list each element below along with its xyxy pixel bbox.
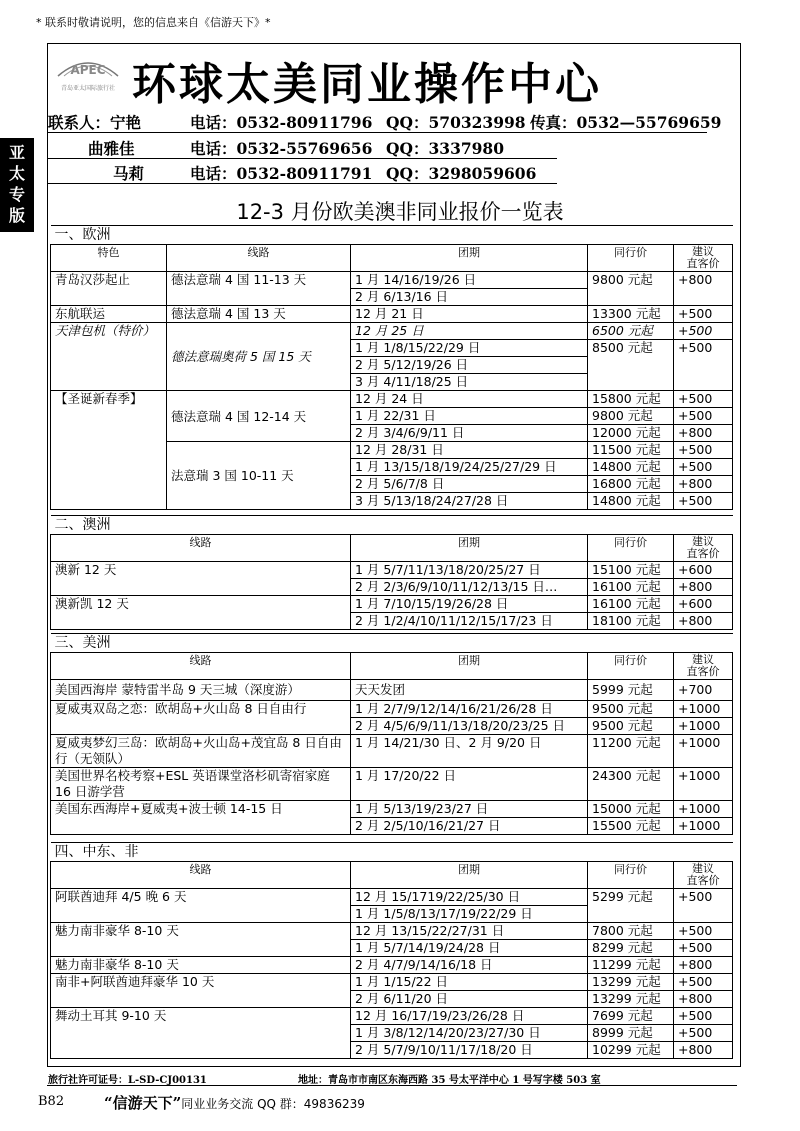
dates-cell: 2 月 2/3/6/9/10/11/12/13/15 日… xyxy=(351,579,588,596)
contact-name: 马莉 xyxy=(113,164,145,183)
route-cell: 南非+阿联酋迪拜豪华 10 天 xyxy=(51,974,351,1008)
contact-phone: 电话：0532-80911791 xyxy=(190,164,373,183)
brand-name: “信游天下” xyxy=(104,1094,182,1112)
header-route: 线路 xyxy=(51,862,351,889)
markup-cell: +800 xyxy=(674,272,733,306)
header-dates: 团期 xyxy=(351,535,588,562)
dates-cell: 2 月 5/12/19/26 日 xyxy=(351,357,588,374)
markup-cell: +1000 xyxy=(674,768,733,801)
dates-cell: 2 月 1/2/4/10/11/12/15/17/23 日 xyxy=(351,613,588,630)
america-price-table xyxy=(50,633,733,835)
route-cell: 夏威夷双岛之恋：欧胡岛+火山岛 8 日自由行 xyxy=(51,701,351,735)
table-row xyxy=(51,768,733,801)
license-number: 旅行社许可证号：L-SD-CJ00131 xyxy=(48,1075,207,1086)
route-cell: 魅力南非豪华 8-10 天 xyxy=(51,957,351,974)
header-dates: 团期 xyxy=(351,862,588,889)
price-cell: 8500 元起 xyxy=(588,340,674,391)
logo-acronym: APEC xyxy=(70,63,106,77)
price-cell: 12000 元起 xyxy=(588,425,674,442)
markup-cell: +500 xyxy=(674,408,733,425)
dates-cell: 2 月 4/5/6/9/11/13/18/20/23/25 日 xyxy=(351,718,588,735)
markup-cell: +800 xyxy=(674,476,733,493)
dates-cell: 1 月 14/16/19/26 日 xyxy=(351,272,588,289)
header-route: 线路 xyxy=(167,245,351,272)
contact-row-3 xyxy=(47,162,737,182)
price-cell: 11200 元起 xyxy=(588,735,674,768)
side-tab-char: 专 xyxy=(8,185,25,204)
markup-cell: +800 xyxy=(674,1042,733,1059)
table-row xyxy=(51,596,733,613)
contact-underline xyxy=(47,158,557,159)
dates-cell: 12 月 16/17/19/23/26/28 日 xyxy=(351,1008,588,1025)
header-suggested-price: 建议 直客价 xyxy=(674,653,733,680)
markup-cell: +500 xyxy=(674,340,733,391)
price-cell: 9500 元起 xyxy=(588,718,674,735)
section-title-middle-east-africa: 四、中东、非 xyxy=(51,843,733,862)
markup-cell: +700 xyxy=(674,680,733,701)
source-notice: * 联系时敬请说明，您的信息来自《信游天下》* xyxy=(36,16,271,29)
price-cell: 14800 元起 xyxy=(588,493,674,510)
price-cell: 9500 元起 xyxy=(588,701,674,718)
contact-row-1 xyxy=(47,111,737,131)
route-cell: 舞动土耳其 9-10 天 xyxy=(51,1008,351,1059)
dates-cell: 1 月 1/5/8/13/17/19/22/29 日 xyxy=(351,906,588,923)
dates-cell: 1 月 1/15/22 日 xyxy=(351,974,588,991)
dates-cell: 天天发团 xyxy=(351,680,588,701)
dates-cell: 2 月 6/11/20 日 xyxy=(351,991,588,1008)
side-tab-char: 版 xyxy=(8,206,25,225)
price-list-title: 12-3 月份欧美澳非同业报价一览表 xyxy=(236,200,564,224)
dates-cell: 2 月 5/7/9/10/11/17/18/20 日 xyxy=(351,1042,588,1059)
dates-cell: 1 月 5/13/19/23/27 日 xyxy=(351,801,588,818)
section-title-europe: 一、欧洲 xyxy=(51,226,733,245)
contact-qq: QQ：570323998 xyxy=(386,113,526,132)
markup-cell: +500 xyxy=(674,889,733,923)
feature-cell: 【圣诞新春季】 xyxy=(51,391,167,510)
contact-underline xyxy=(47,132,707,133)
price-cell: 11500 元起 xyxy=(588,442,674,459)
markup-cell: +500 xyxy=(674,459,733,476)
header-dates: 团期 xyxy=(351,245,588,272)
dates-cell: 2 月 3/4/6/9/11 日 xyxy=(351,425,588,442)
price-cell: 24300 元起 xyxy=(588,768,674,801)
dates-cell: 12 月 21 日 xyxy=(351,306,588,323)
price-cell: 14800 元起 xyxy=(588,459,674,476)
dates-cell: 12 月 13/15/22/27/31 日 xyxy=(351,923,588,940)
footer-divider xyxy=(47,1085,737,1086)
table-row xyxy=(51,923,733,940)
header-suggested-price: 建议 直客价 xyxy=(674,862,733,889)
route-cell: 德法意瑞 4 国 11-13 天 xyxy=(167,272,351,306)
price-cell: 13300 元起 xyxy=(588,306,674,323)
dates-cell: 2 月 5/6/7/8 日 xyxy=(351,476,588,493)
dates-cell: 12 月 15/1719/22/25/30 日 xyxy=(351,889,588,906)
table-row xyxy=(51,735,733,768)
table-row xyxy=(51,701,733,718)
table-row xyxy=(51,306,733,323)
section-title-america: 三、美洲 xyxy=(51,634,733,653)
dates-cell: 1 月 2/7/9/12/14/16/21/26/28 日 xyxy=(351,701,588,718)
price-cell: 16800 元起 xyxy=(588,476,674,493)
dates-cell: 3 月 5/13/18/24/27/28 日 xyxy=(351,493,588,510)
markup-cell: +500 xyxy=(674,391,733,408)
header-route: 线路 xyxy=(51,535,351,562)
oceania-price-table xyxy=(50,515,733,630)
table-row xyxy=(51,889,733,906)
dates-cell: 2 月 6/13/16 日 xyxy=(351,289,588,306)
price-cell: 15800 元起 xyxy=(588,391,674,408)
dates-cell: 1 月 5/7/14/19/24/28 日 xyxy=(351,940,588,957)
route-cell: 阿联酋迪拜 4/5 晚 6 天 xyxy=(51,889,351,923)
table-row xyxy=(51,957,733,974)
price-cell: 10299 元起 xyxy=(588,1042,674,1059)
price-cell: 16100 元起 xyxy=(588,579,674,596)
middle-east-africa-price-table xyxy=(50,842,733,1059)
route-cell: 德法意瑞 4 国 13 天 xyxy=(167,306,351,323)
markup-cell: +500 xyxy=(674,442,733,459)
markup-cell: +600 xyxy=(674,596,733,613)
markup-cell: +800 xyxy=(674,957,733,974)
route-cell: 魅力南非豪华 8-10 天 xyxy=(51,923,351,957)
table-row xyxy=(51,323,733,340)
contact-row-2 xyxy=(47,137,737,157)
markup-cell: +500 xyxy=(674,940,733,957)
feature-cell: 东航联运 xyxy=(51,306,167,323)
price-cell: 16100 元起 xyxy=(588,596,674,613)
price-cell: 9800 元起 xyxy=(588,408,674,425)
qq-group-text: 同业业务交流 QQ 群：49836239 xyxy=(181,1097,365,1111)
markup-cell: +800 xyxy=(674,613,733,630)
table-row xyxy=(51,562,733,579)
dates-cell: 1 月 22/31 日 xyxy=(351,408,588,425)
contact-qq: QQ：3298059606 xyxy=(386,164,537,183)
feature-cell: 青岛汉莎起止 xyxy=(51,272,167,306)
route-cell: 美国东西海岸+夏威夷+波士顿 14-15 日 xyxy=(51,801,351,835)
markup-cell: +500 xyxy=(674,1008,733,1025)
price-cell: 13299 元起 xyxy=(588,991,674,1008)
contact-name: 曲雅佳 xyxy=(88,139,135,158)
dates-cell: 1 月 17/20/22 日 xyxy=(351,768,588,801)
dates-cell: 3 月 4/11/18/25 日 xyxy=(351,374,588,391)
markup-cell: +500 xyxy=(674,306,733,323)
price-cell: 8999 元起 xyxy=(588,1025,674,1042)
price-cell: 15500 元起 xyxy=(588,818,674,835)
route-cell: 德法意瑞奥荷 5 国 15 天 xyxy=(167,323,351,391)
price-cell: 7699 元起 xyxy=(588,1008,674,1025)
route-cell: 澳新 12 天 xyxy=(51,562,351,596)
price-cell: 7800 元起 xyxy=(588,923,674,940)
table-row xyxy=(51,974,733,991)
price-cell: 5299 元起 xyxy=(588,889,674,923)
contact-qq: QQ：3337980 xyxy=(386,139,504,158)
table-row xyxy=(51,391,733,408)
logo-caption: 青岛亚太国际旅行社 xyxy=(60,85,116,92)
contact-fax: 传真：0532—55769659 xyxy=(530,113,722,132)
markup-cell: +1000 xyxy=(674,718,733,735)
route-cell: 德法意瑞 4 国 12-14 天 xyxy=(167,391,351,442)
contact-phone: 电话：0532-80911796 xyxy=(190,113,373,132)
markup-cell: +800 xyxy=(674,425,733,442)
page-number: B82 xyxy=(38,1094,65,1109)
markup-cell: +600 xyxy=(674,562,733,579)
markup-cell: +800 xyxy=(674,991,733,1008)
section-title-oceania: 二、澳洲 xyxy=(51,516,733,535)
price-cell: 8299 元起 xyxy=(588,940,674,957)
header-feature: 特色 xyxy=(51,245,167,272)
route-cell: 美国世界名校考察+ESL 英语课堂洛杉矶寄宿家庭 16 日游学营 xyxy=(51,768,351,801)
route-cell: 法意瑞 3 国 10-11 天 xyxy=(167,442,351,510)
contact-underline xyxy=(47,183,557,184)
europe-price-table xyxy=(50,225,733,510)
price-cell: 15100 元起 xyxy=(588,562,674,579)
table-row xyxy=(51,1008,733,1025)
dates-cell: 1 月 7/10/15/19/26/28 日 xyxy=(351,596,588,613)
contact-phone: 电话：0532-55769656 xyxy=(190,139,373,158)
dates-cell: 1 月 3/8/12/14/20/23/27/30 日 xyxy=(351,1025,588,1042)
table-row xyxy=(51,272,733,289)
dates-cell: 1 月 13/15/18/19/24/25/27/29 日 xyxy=(351,459,588,476)
markup-cell: +1000 xyxy=(674,701,733,718)
price-cell: 18100 元起 xyxy=(588,613,674,630)
markup-cell: +500 xyxy=(674,923,733,940)
header-price: 同行价 xyxy=(588,535,674,562)
markup-cell: +1000 xyxy=(674,801,733,818)
markup-cell: +1000 xyxy=(674,735,733,768)
qq-group-note xyxy=(104,1092,365,1113)
price-cell: 15000 元起 xyxy=(588,801,674,818)
page-title: 环球太美同业操作中心 xyxy=(132,59,602,110)
markup-cell: +1000 xyxy=(674,818,733,835)
header-dates: 团期 xyxy=(351,653,588,680)
route-cell: 夏威夷梦幻三岛：欧胡岛+火山岛+茂宜岛 8 日自由行（无领队） xyxy=(51,735,351,768)
price-cell: 6500 元起 xyxy=(588,323,674,340)
dates-cell: 12 月 28/31 日 xyxy=(351,442,588,459)
feature-cell: 天津包机（特价） xyxy=(51,323,167,391)
header-suggested-price: 建议 直客价 xyxy=(674,535,733,562)
dates-cell: 1 月 14/21/30 日、2 月 9/20 日 xyxy=(351,735,588,768)
dates-cell: 12 月 25 日 xyxy=(351,323,588,340)
table-row xyxy=(51,801,733,818)
dates-cell: 1 月 1/8/15/22/29 日 xyxy=(351,340,588,357)
contact-person: 联系人：宁艳 xyxy=(48,113,142,132)
dates-cell: 2 月 2/5/10/16/21/27 日 xyxy=(351,818,588,835)
route-cell: 美国西海岸 蒙特雷半岛 9 天三城（深度游） xyxy=(51,680,351,701)
markup-cell: +500 xyxy=(674,323,733,340)
dates-cell: 1 月 5/7/11/13/18/20/25/27 日 xyxy=(351,562,588,579)
markup-cell: +800 xyxy=(674,579,733,596)
dates-cell: 12 月 24 日 xyxy=(351,391,588,408)
table-row xyxy=(51,680,733,701)
header-suggested-price: 建议 直客价 xyxy=(674,245,733,272)
markup-cell: +500 xyxy=(674,974,733,991)
route-cell: 澳新凯 12 天 xyxy=(51,596,351,630)
header-price: 同行价 xyxy=(588,653,674,680)
price-cell: 13299 元起 xyxy=(588,974,674,991)
apec-logo xyxy=(52,52,124,98)
office-address: 地址：青岛市市南区东海西路 35 号太平洋中心 1 号写字楼 503 室 xyxy=(298,1075,601,1086)
markup-cell: +500 xyxy=(674,493,733,510)
header-price: 同行价 xyxy=(588,245,674,272)
header-route: 线路 xyxy=(51,653,351,680)
header-price: 同行价 xyxy=(588,862,674,889)
dates-cell: 2 月 4/7/9/14/16/18 日 xyxy=(351,957,588,974)
side-tab-char: 太 xyxy=(8,164,25,183)
markup-cell: +500 xyxy=(674,1025,733,1042)
price-cell: 9800 元起 xyxy=(588,272,674,306)
price-cell: 5999 元起 xyxy=(588,680,674,701)
price-cell: 11299 元起 xyxy=(588,957,674,974)
side-tab-char: 亚 xyxy=(8,143,25,162)
